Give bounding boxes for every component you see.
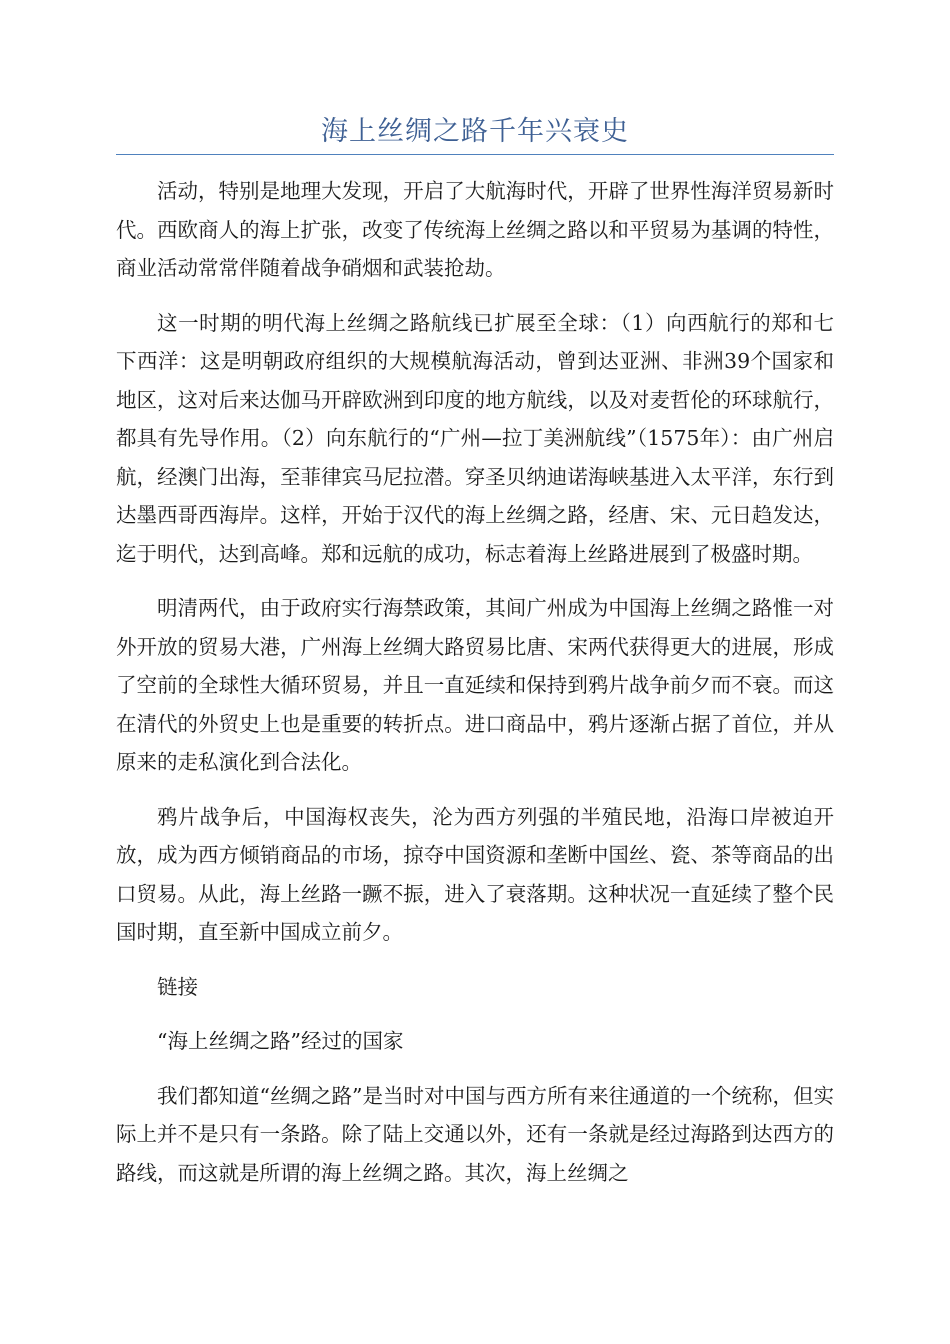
- paragraph-3: 明清两代，由于政府实行海禁政策，其间广州成为中国海上丝绸之路惟一对外开放的贸易大港，广州海上丝绸大路贸易比唐、宋两代获得更大的进展，形成了空前的全球性大循环贸易，并且一直延续和保持到鸦片战争前夕而不衰。而这在清代的外贸史上也是重要的转折点。进口商品中，鸦片逐渐占据了首位，并从原来的走私演化到合法化。: [116, 596, 834, 774]
- title-underline: [116, 154, 834, 155]
- paragraph-5: 我们都知道“丝绸之路”是当时对中国与西方所有来往通道的一个统称，但实际上并不是只有一条路。除了陆上交通以外，还有一条就是经过海路到达西方的路线，而这就是所谓的海上丝绸之路。其次，海上丝绸之: [116, 1083, 834, 1185]
- paragraph-1: 活动，特别是地理大发现，开启了大航海时代，开辟了世界性海洋贸易新时代。西欧商人的海上扩张，改变了传统海上丝绸之路以和平贸易为基调的特性，商业活动常常伴随着战争硝烟和武装抢劫。: [116, 179, 834, 280]
- paragraph-2: 这一时期的明代海上丝绸之路航线已扩展至全球：（1）向西航行的郑和七下西洋：这是明朝政府组织的大规模航海活动，曾到达亚洲、非洲39个国家和地区，这对后来达伽马开辟欧洲到印度的地方航线，以及对麦哲伦的环球航行，都具有先导作用。（2）向东航行的“广州—拉丁美洲航线”（1575年）：由广州启航，经澳门出海，至菲律宾马尼拉潜。穿圣贝纳迪诺海峡基进入太平洋，东行到达墨西哥西海岸。这样，开始于汉代的海上丝绸之路，经唐、宋、元日趋发达，迄于明代，达到高峰。郑和远航的成功，标志着海上丝路进展到了极盛时期。: [116, 310, 834, 566]
- section-label-link: 链接: [157, 974, 198, 999]
- paragraph-4: 鸦片战争后，中国海权丧失，沦为西方列强的半殖民地，沿海口岸被迫开放，成为西方倾销商品的市场，掠夺中国资源和垄断中国丝、瓷、茶等商品的出口贸易。从此，海上丝路一蹶不振，进入了衰落期。这种状况一直延续了整个民国时期，直至新中国成立前夕。: [116, 804, 834, 944]
- section-heading-countries: “海上丝绸之路”经过的国家: [157, 1029, 404, 1053]
- page-title: 海上丝绸之路千年兴衰史: [321, 116, 629, 147]
- document-body: [116, 172, 834, 1208]
